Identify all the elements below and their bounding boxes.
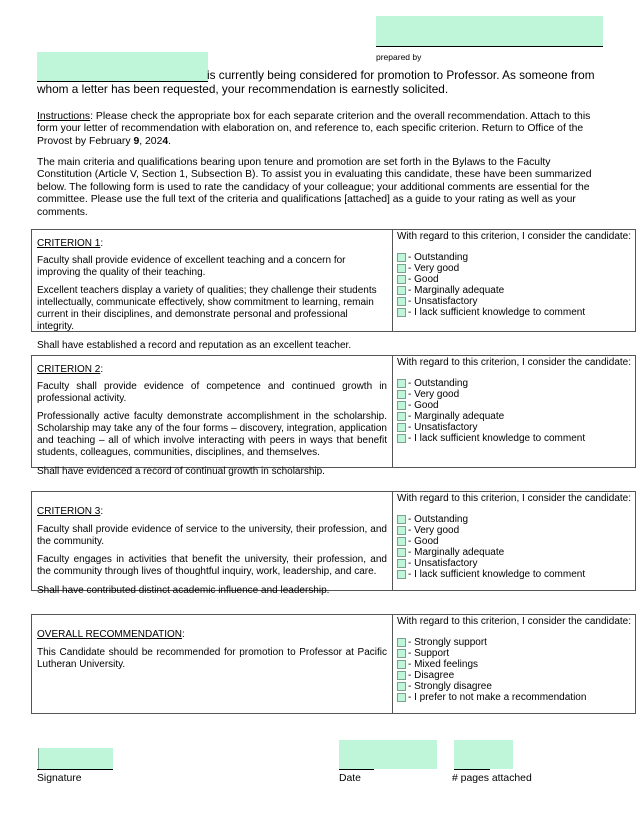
criterion-2-rating <box>393 356 635 444</box>
pages-attached-line <box>454 769 490 770</box>
criterion-3-para-2: Faculty engages in activities that benefit the university, their profession, and the community through lives of thoughtful inquiry, work, leadership, and care. <box>37 554 387 578</box>
overall-option[interactable] <box>397 659 631 670</box>
option-label: - Marginally adequate <box>408 411 505 422</box>
criterion-1-option[interactable] <box>397 285 631 296</box>
option-label: - Mixed feelings <box>408 659 479 670</box>
checkbox[interactable] <box>397 286 406 295</box>
criterion-1-option[interactable] <box>397 263 631 274</box>
criterion-2-option[interactable] <box>397 378 631 389</box>
checkbox[interactable] <box>397 526 406 535</box>
option-label: - I lack sufficient knowledge to comment <box>408 307 586 318</box>
overall-title: OVERALL RECOMMENDATION <box>37 629 183 640</box>
checkbox[interactable] <box>397 264 406 273</box>
criterion-2-option[interactable] <box>397 389 631 400</box>
checkbox[interactable] <box>397 434 406 443</box>
criterion-1-prompt: With regard to this criterion, I consider the candidate: <box>397 231 632 242</box>
criterion-3-rating <box>393 492 635 580</box>
option-label: - Very good <box>408 263 460 274</box>
overall-colon: : <box>182 629 185 640</box>
signature-field[interactable] <box>38 748 113 769</box>
criterion-3-option[interactable] <box>397 569 631 580</box>
criterion-1-para-1: Faculty shall provide evidence of excellent teaching and a concern for improving the quality of their teaching. <box>37 254 346 278</box>
criterion-1-description <box>32 230 393 351</box>
option-label: - Good <box>408 274 439 285</box>
criterion-3-colon: : <box>100 506 104 517</box>
criterion-3-prompt: With regard to this criterion, I consider the candidate: <box>397 493 632 504</box>
option-label: - Marginally adequate <box>408 547 505 558</box>
criterion-1-option[interactable] <box>397 296 631 307</box>
intro-paragraph <box>37 68 603 96</box>
overall-option[interactable] <box>397 637 631 648</box>
option-label: - Very good <box>408 525 460 536</box>
criterion-3-option[interactable] <box>397 514 631 525</box>
instructions-text: : Please check the appropriate box for each separate criterion and the overall recommendation. Attach to this form your letter of recommendation with elaboration on, and reference to, each specific criterion. Return to Office of the Provost by February <box>37 111 591 147</box>
option-label: - Very good <box>408 389 460 400</box>
criterion-1-table <box>31 229 636 351</box>
checkbox[interactable] <box>397 649 406 658</box>
checkbox[interactable] <box>397 401 406 410</box>
overall-rating <box>393 615 635 703</box>
criterion-3-description <box>32 492 393 596</box>
criterion-2-colon: : <box>100 364 104 375</box>
candidate-name-line <box>37 81 208 82</box>
checkbox[interactable] <box>397 297 406 306</box>
criterion-3-para-3: Shall have contributed distinct academic influence and leadership. <box>37 584 330 596</box>
instructions-day: 9 <box>133 135 140 147</box>
option-label: - I lack sufficient knowledge to comment <box>408 433 586 444</box>
overall-description <box>32 615 393 713</box>
option-label: - Outstanding <box>408 378 469 389</box>
signature-line <box>37 769 113 770</box>
preparer-line <box>376 46 603 47</box>
date-line <box>339 769 374 770</box>
option-label: - Outstanding <box>408 514 469 525</box>
criterion-1-colon: : <box>100 238 104 249</box>
criterion-3-option[interactable] <box>397 536 631 547</box>
criterion-3-option[interactable] <box>397 547 631 558</box>
instructions-year: 4 <box>162 135 169 147</box>
option-label: - Marginally adequate <box>408 285 505 296</box>
instructions-sep: , 202 <box>139 135 163 147</box>
option-label: - Support <box>408 648 450 659</box>
criterion-1-rating <box>393 230 635 318</box>
pages-attached-label: # pages attached <box>452 773 532 784</box>
option-label: - Unsatisfactory <box>408 296 478 307</box>
criterion-3-table <box>31 491 636 596</box>
instructions-label: Instructions <box>37 111 91 122</box>
overall-recommendation-table <box>31 614 636 714</box>
option-label: - I lack sufficient knowledge to comment <box>408 569 586 580</box>
criterion-3-option[interactable] <box>397 525 631 536</box>
criterion-2-option[interactable] <box>397 400 631 411</box>
criterion-2-option[interactable] <box>397 411 631 422</box>
checkbox[interactable] <box>397 253 406 262</box>
main-paragraph: The main criteria and qualifications bearing upon tenure and promotion are set forth in the Bylaws to the Faculty Constitution (Article V, Section 1, Subsection B). To assist you in evaluating this candidate, these have been summarized below. The following form is used to rate the candidacy of your colleague; your additional comments are essential for the committee. Please use the full text of the criteria and qualifications [attached] as a guide to your rating as well as your comments. <box>37 157 592 218</box>
checkbox[interactable] <box>397 412 406 421</box>
criterion-2-para-1: Faculty shall provide evidence of competence and continued growth in professional activity. <box>37 380 387 404</box>
criterion-2-table <box>31 355 636 477</box>
overall-prompt: With regard to this criterion, I consider the candidate: <box>397 616 632 627</box>
checkbox[interactable] <box>397 671 406 680</box>
criterion-1-option[interactable] <box>397 252 631 263</box>
criterion-3-title: CRITERION 3 <box>37 506 101 517</box>
intro-promotion: promotion to Professor <box>377 68 497 82</box>
checkbox[interactable] <box>397 390 406 399</box>
checkbox[interactable] <box>397 423 406 432</box>
criterion-3-option[interactable] <box>397 558 631 569</box>
checkbox[interactable] <box>397 559 406 568</box>
date-label: Date <box>339 773 361 784</box>
criterion-2-prompt: With regard to this criterion, I consider the candidate: <box>397 357 632 368</box>
checkbox[interactable] <box>397 638 406 647</box>
pages-attached-field[interactable] <box>454 740 513 769</box>
criterion-2-option[interactable] <box>397 422 631 433</box>
overall-option[interactable] <box>397 681 631 692</box>
prepared-by-label: prepared by <box>376 52 422 62</box>
option-label: - Unsatisfactory <box>408 558 478 569</box>
checkbox[interactable] <box>397 693 406 702</box>
instructions-end: . <box>168 135 172 147</box>
option-label: - Unsatisfactory <box>408 422 478 433</box>
option-label: - Good <box>408 400 439 411</box>
criterion-2-option[interactable] <box>397 433 631 444</box>
checkbox[interactable] <box>397 660 406 669</box>
preparer-field[interactable] <box>376 16 603 46</box>
option-label: - Strongly disagree <box>408 681 492 692</box>
overall-option[interactable] <box>397 692 631 703</box>
overall-option[interactable] <box>397 648 631 659</box>
overall-para-1: This Candidate should be recommended for promotion to Professor at Pacific Lutheran University. <box>37 646 387 670</box>
option-label: - Outstanding <box>408 252 469 263</box>
option-label: - Disagree <box>408 670 455 681</box>
criterion-1-option[interactable] <box>397 274 631 285</box>
instructions-paragraph <box>37 111 603 148</box>
option-label: - I prefer to not make a recommendation <box>408 692 587 703</box>
criterion-2-title: CRITERION 2 <box>37 364 101 375</box>
criterion-1-option[interactable] <box>397 307 631 318</box>
overall-option[interactable] <box>397 670 631 681</box>
option-label: - Strongly support <box>408 637 487 648</box>
criterion-2-description <box>32 356 393 477</box>
criterion-1-title: CRITERION 1 <box>37 238 101 249</box>
option-label: - Good <box>408 536 439 547</box>
checkbox[interactable] <box>397 682 406 691</box>
criterion-1-para-2: Excellent teachers display a variety of qualities; they challenge their students intellectually, communicate effectively, show commitment to learning, remain current in their disciplines, and demonstrate personal and professional integrity. <box>37 285 377 332</box>
checkbox[interactable] <box>397 548 406 557</box>
checkbox[interactable] <box>397 379 406 388</box>
checkbox[interactable] <box>397 275 406 284</box>
signature-label: Signature <box>37 773 82 784</box>
checkbox[interactable] <box>397 515 406 524</box>
checkbox[interactable] <box>397 537 406 546</box>
date-field[interactable] <box>339 740 437 769</box>
checkbox[interactable] <box>397 570 406 579</box>
criterion-2-para-2: Professionally active faculty demonstrate accomplishment in the scholarship. Scholarship may take any of the four forms – discovery, integration, application and teaching – all of which involve interacting with peers in ways that benefit students, colleagues, communities, disciplines, and themselves. <box>37 411 387 458</box>
criterion-3-para-1: Faculty shall provide evidence of service to the university, their profession, and the community. <box>37 523 387 547</box>
criterion-1-para-3: Shall have established a record and reputation as an excellent teacher. <box>37 339 352 351</box>
criterion-2-para-3: Shall have evidenced a record of continual growth in scholarship. <box>37 465 325 477</box>
checkbox[interactable] <box>397 308 406 317</box>
intro-text-1: is currently being considered for <box>207 68 378 82</box>
intro-text-2: . As someone from whom a letter has been requested, your recommendation is earnestly solicited. <box>37 68 595 96</box>
